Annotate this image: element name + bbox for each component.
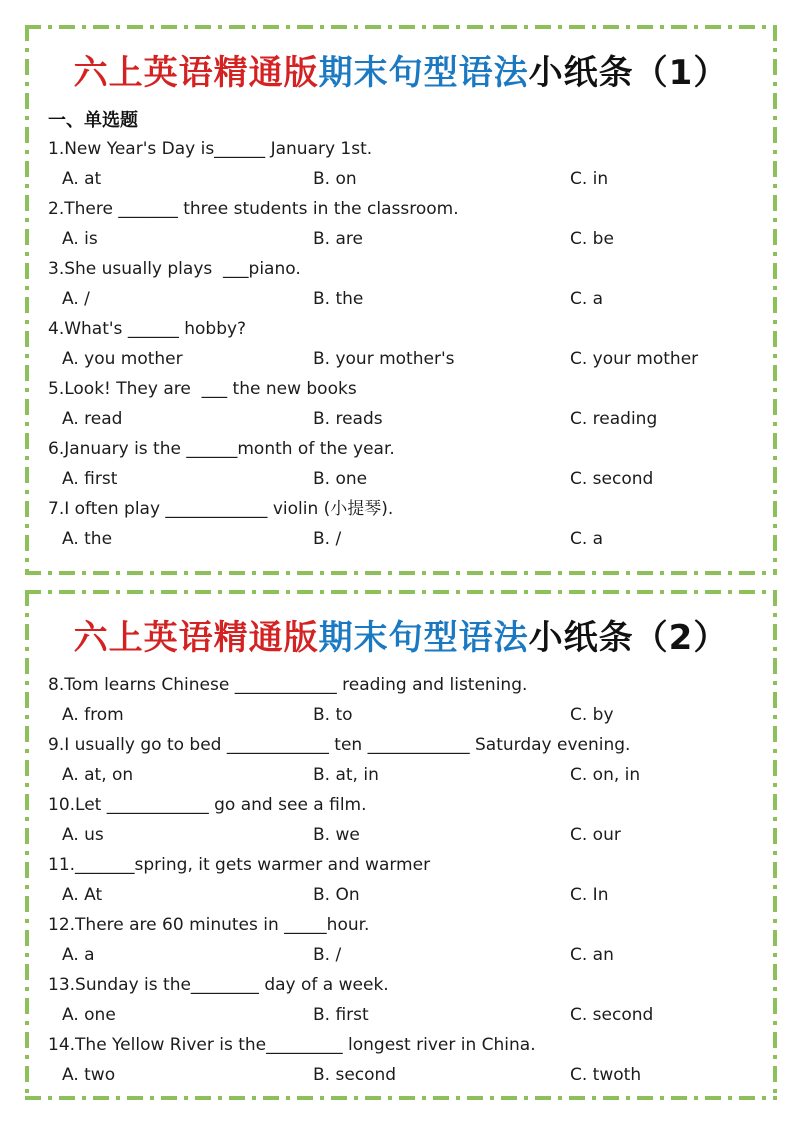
question-item [25, 790, 777, 850]
option-b: B. On [313, 885, 360, 905]
question-options [25, 940, 777, 970]
option-b: B. reads [313, 409, 383, 429]
option-b: B. the [313, 289, 364, 309]
option-a: A. two [62, 1065, 116, 1085]
question-item [25, 194, 777, 254]
option-b: B. at, in [313, 765, 379, 785]
option-c: C. be [570, 229, 614, 249]
option-a: A. at [62, 169, 102, 189]
question-options [25, 524, 777, 554]
question-item [25, 494, 777, 554]
option-b: B. second [313, 1065, 397, 1085]
option-c: C. second [570, 1005, 654, 1025]
question-item [25, 850, 777, 910]
question-text: 12.There are 60 minutes in _____hour. [48, 915, 370, 935]
question-item [25, 434, 777, 494]
question-item [25, 730, 777, 790]
question-item [25, 970, 777, 1030]
question-text: 13.Sunday is the________ day of a week. [48, 975, 389, 995]
option-c: C. second [570, 469, 654, 489]
question-text: 14.The Yellow River is the_________ longest river in China. [48, 1035, 536, 1055]
card-border-bottom [25, 571, 777, 575]
option-c: C. an [570, 945, 614, 965]
option-a: A. one [62, 1005, 116, 1025]
question-options [25, 880, 777, 910]
option-c: C. your mother [570, 349, 699, 369]
question-text: 3.She usually plays ___piano. [48, 259, 301, 279]
option-c: C. a [570, 289, 604, 309]
question-options [25, 1000, 777, 1030]
option-c: C. reading [570, 409, 658, 429]
question-item [25, 670, 777, 730]
section-heading: 一、单选题 [48, 110, 138, 131]
option-c: C. In [570, 885, 609, 905]
option-a: A. is [62, 229, 98, 249]
question-item [25, 374, 777, 434]
question-options [25, 344, 777, 374]
option-a: A. the [62, 529, 113, 549]
question-options [25, 700, 777, 730]
option-a: A. first [62, 469, 118, 489]
title-red-segment: 六上英语精通版 [73, 618, 319, 658]
option-c: C. by [570, 705, 614, 725]
question-text: 9.I usually go to bed ____________ ten ____________ Saturday evening. [48, 735, 631, 755]
option-a: A. a [62, 945, 95, 965]
question-item [25, 910, 777, 970]
worksheet-title-2 [25, 590, 777, 658]
question-text: 6.January is the ______month of the year. [48, 439, 395, 459]
question-text: 2.There _______ three students in the classroom. [48, 199, 459, 219]
question-text: 10.Let ____________ go and see a film. [48, 795, 367, 815]
option-c: C. on, in [570, 765, 641, 785]
option-c: C. twoth [570, 1065, 642, 1085]
question-item [25, 1030, 777, 1090]
question-options [25, 1060, 777, 1090]
question-options [25, 820, 777, 850]
option-a: A. at, on [62, 765, 134, 785]
option-b: B. to [313, 705, 353, 725]
worksheet-card-1 [25, 25, 777, 575]
title-red-segment: 六上英语精通版 [73, 53, 319, 93]
option-c: C. in [570, 169, 609, 189]
worksheet-title-1 [25, 25, 777, 93]
question-text: 11._______spring, it gets warmer and warmer [48, 855, 431, 875]
option-b: B. on [313, 169, 357, 189]
question-options [25, 404, 777, 434]
question-item [25, 254, 777, 314]
question-text: 4.What's ______ hobby? [48, 319, 247, 339]
option-b: B. / [313, 945, 342, 965]
question-options [25, 224, 777, 254]
question-text: 8.Tom learns Chinese ____________ reading and listening. [48, 675, 528, 695]
option-c: C. a [570, 529, 604, 549]
option-b: B. we [313, 825, 360, 845]
question-options [25, 164, 777, 194]
question-list-1 [25, 134, 777, 554]
title-black-segment: 小纸条（1） [528, 53, 729, 93]
option-a: A. read [62, 409, 123, 429]
option-a: A. from [62, 705, 124, 725]
option-c: C. our [570, 825, 621, 845]
question-options [25, 760, 777, 790]
question-text: 1.New Year's Day is______ January 1st. [48, 139, 373, 159]
question-options [25, 464, 777, 494]
option-a: A. / [62, 289, 90, 309]
option-a: A. you mother [62, 349, 183, 369]
option-b: B. your mother's [313, 349, 455, 369]
question-text: 7.I often play ____________ violin (小提琴). [48, 499, 394, 519]
question-text: 5.Look! They are ___ the new books [48, 379, 357, 399]
option-b: B. first [313, 1005, 369, 1025]
option-a: A. us [62, 825, 104, 845]
option-b: B. are [313, 229, 363, 249]
option-a: A. At [62, 885, 103, 905]
question-options [25, 284, 777, 314]
option-b: B. one [313, 469, 368, 489]
question-item [25, 314, 777, 374]
title-black-segment: 小纸条（2） [528, 618, 729, 658]
question-item [25, 134, 777, 194]
title-blue-segment: 期末句型语法 [318, 618, 529, 658]
card-border-bottom [25, 1096, 777, 1100]
worksheet-card-2 [25, 590, 777, 1100]
title-blue-segment: 期末句型语法 [318, 53, 529, 93]
question-list-2 [25, 670, 777, 1090]
option-b: B. / [313, 529, 342, 549]
